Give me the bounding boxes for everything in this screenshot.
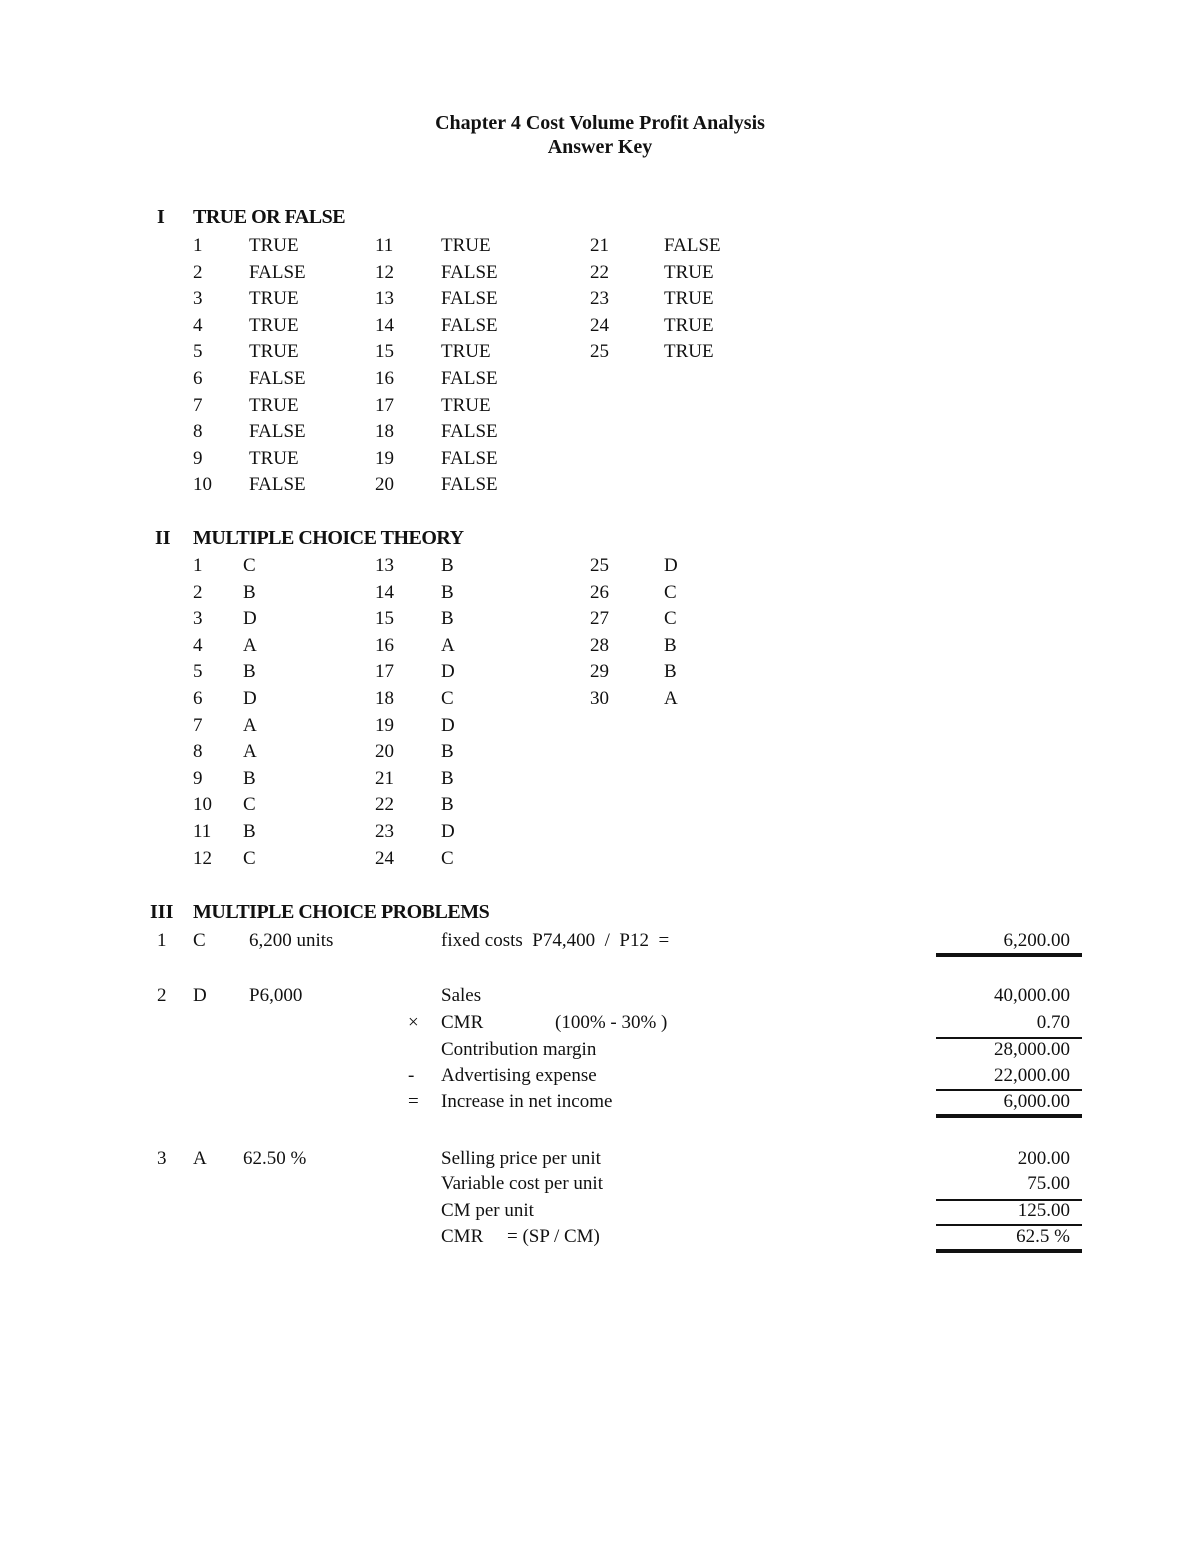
item-number: 15: [375, 341, 394, 363]
line-amount: 22,000.00: [994, 1065, 1070, 1086]
item-answer: FALSE: [441, 314, 498, 336]
item-answer: TRUE: [664, 261, 714, 283]
item-answer: TRUE: [249, 394, 299, 416]
item-answer: B: [664, 661, 677, 683]
item-number: 9: [193, 447, 203, 469]
item-number: 16: [375, 634, 394, 656]
item-answer: B: [441, 581, 454, 603]
problem-number: 2: [157, 985, 167, 1006]
item-number: 20: [375, 741, 394, 763]
item-number: 23: [375, 821, 394, 842]
item-number: 22: [375, 794, 394, 816]
item-answer: A: [664, 688, 678, 709]
item-number: 10: [193, 474, 212, 496]
item-number: 3: [193, 288, 203, 310]
line-note: (100% - 30% ): [555, 1012, 668, 1033]
item-answer: TRUE: [441, 394, 491, 416]
problem-answer: D: [193, 985, 207, 1006]
item-answer: FALSE: [249, 368, 306, 389]
problem-value: P6,000: [249, 985, 303, 1006]
item-number: 4: [193, 634, 203, 656]
item-number: 14: [375, 581, 394, 603]
item-answer: B: [243, 821, 256, 842]
item-answer: FALSE: [441, 474, 498, 496]
item-number: 17: [375, 394, 394, 416]
line-label: CMR = (SP / CM): [441, 1226, 600, 1247]
problem-formula: fixed costs P74,400 / P12 =: [441, 930, 670, 951]
item-number: 5: [193, 661, 203, 683]
item-number: 29: [590, 661, 609, 683]
item-answer: TRUE: [664, 341, 714, 363]
item-number: 13: [375, 555, 394, 576]
problem-answer: A: [193, 1148, 207, 1169]
item-answer: FALSE: [249, 474, 306, 496]
item-number: 12: [375, 261, 394, 283]
item-number: 24: [590, 314, 609, 336]
item-number: 7: [193, 394, 203, 416]
item-answer: A: [243, 741, 257, 763]
item-answer: C: [243, 555, 256, 576]
item-answer: A: [243, 714, 257, 736]
line-label: Increase in net income: [441, 1091, 613, 1112]
item-answer: FALSE: [249, 261, 306, 283]
item-answer: FALSE: [664, 235, 721, 256]
section-i-title: TRUE OR FALSE: [193, 206, 346, 228]
item-answer: D: [441, 661, 455, 683]
item-number: 25: [590, 341, 609, 363]
item-number: 23: [590, 288, 609, 310]
item-answer: TRUE: [664, 314, 714, 336]
problem-answer: C: [193, 930, 206, 951]
item-answer: C: [664, 581, 677, 603]
item-answer: C: [664, 608, 677, 630]
item-answer: TRUE: [249, 314, 299, 336]
item-number: 2: [193, 261, 203, 283]
item-answer: B: [243, 661, 256, 683]
line-amount: 200.00: [1017, 1148, 1070, 1169]
item-answer: B: [441, 741, 454, 763]
item-answer: FALSE: [249, 421, 306, 443]
item-number: 2: [193, 581, 203, 603]
double-underline: [936, 1249, 1082, 1253]
item-answer: B: [243, 767, 256, 789]
item-number: 1: [193, 555, 203, 576]
item-answer: C: [441, 847, 454, 869]
item-number: 11: [375, 235, 394, 256]
item-number: 19: [375, 714, 394, 736]
item-number: 11: [193, 821, 212, 842]
line-label: Selling price per unit: [441, 1148, 601, 1169]
line-amount: 28,000.00: [994, 1039, 1070, 1060]
item-answer: TRUE: [249, 235, 299, 256]
line-label: CM per unit: [441, 1200, 534, 1221]
item-answer: A: [243, 634, 257, 656]
item-answer: TRUE: [249, 341, 299, 363]
item-answer: D: [441, 714, 455, 736]
item-number: 3: [193, 608, 203, 630]
item-answer: B: [441, 767, 454, 789]
item-answer: FALSE: [441, 261, 498, 283]
line-label: CMR: [441, 1012, 484, 1033]
item-answer: D: [243, 688, 257, 709]
item-number: 21: [590, 235, 609, 256]
item-number: 1: [193, 235, 203, 256]
item-number: 13: [375, 288, 394, 310]
item-number: 18: [375, 688, 394, 709]
item-number: 4: [193, 314, 203, 336]
operator-symbol: =: [408, 1091, 419, 1112]
item-answer: B: [441, 794, 454, 816]
item-number: 12: [193, 847, 212, 869]
item-number: 7: [193, 714, 203, 736]
item-number: 6: [193, 688, 203, 709]
line-amount: 6,000.00: [1003, 1091, 1070, 1112]
item-answer: C: [441, 688, 454, 709]
problem-value: 6,200 units: [249, 930, 334, 951]
item-number: 8: [193, 741, 203, 763]
line-amount: 0.70: [1036, 1012, 1070, 1033]
item-number: 28: [590, 634, 609, 656]
item-number: 22: [590, 261, 609, 283]
item-answer: B: [441, 555, 454, 576]
item-number: 8: [193, 421, 203, 443]
item-answer: D: [441, 821, 455, 842]
page-title: Chapter 4 Cost Volume Profit Analysis: [435, 112, 765, 134]
item-answer: TRUE: [441, 341, 491, 363]
item-number: 18: [375, 421, 394, 443]
problem-result: 6,200.00: [1003, 930, 1070, 951]
item-answer: FALSE: [441, 368, 498, 389]
item-answer: B: [243, 581, 256, 603]
item-answer: FALSE: [441, 447, 498, 469]
line-amount: 125.00: [1017, 1200, 1070, 1221]
item-number: 21: [375, 767, 394, 789]
problem-number: 3: [157, 1148, 167, 1169]
item-answer: D: [664, 555, 678, 576]
item-number: 15: [375, 608, 394, 630]
item-number: 5: [193, 341, 203, 363]
double-underline: [936, 1114, 1082, 1118]
item-answer: D: [243, 608, 257, 630]
section-iii-number: III: [150, 901, 174, 923]
item-number: 30: [590, 688, 609, 709]
problem-value: 62.50 %: [243, 1148, 307, 1169]
item-number: 25: [590, 555, 609, 576]
item-number: 27: [590, 608, 609, 630]
line-amount: 75.00: [1027, 1173, 1070, 1194]
item-answer: FALSE: [441, 288, 498, 310]
page-subtitle: Answer Key: [547, 136, 653, 158]
item-answer: A: [441, 634, 455, 656]
section-ii-title: MULTIPLE CHOICE THEORY: [193, 527, 464, 549]
item-number: 19: [375, 447, 394, 469]
item-answer: FALSE: [441, 421, 498, 443]
item-answer: TRUE: [664, 288, 714, 310]
line-label: Advertising expense: [441, 1065, 597, 1086]
item-number: 6: [193, 368, 203, 389]
item-answer: C: [243, 847, 256, 869]
item-answer: B: [441, 608, 454, 630]
item-answer: B: [664, 634, 677, 656]
item-number: 26: [590, 581, 609, 603]
line-label: Sales: [441, 985, 482, 1006]
item-number: 9: [193, 767, 203, 789]
operator-symbol: -: [408, 1065, 415, 1086]
item-answer: C: [243, 794, 256, 816]
item-number: 20: [375, 474, 394, 496]
line-amount: 62.5 %: [1016, 1226, 1070, 1247]
line-label: Variable cost per unit: [441, 1173, 603, 1194]
item-number: 10: [193, 794, 212, 816]
line-label: Contribution margin: [441, 1039, 597, 1060]
item-number: 16: [375, 368, 394, 389]
item-number: 14: [375, 314, 394, 336]
section-i-number: I: [157, 206, 165, 228]
item-number: 24: [375, 847, 394, 869]
operator-symbol: ×: [408, 1012, 419, 1033]
section-iii-title: MULTIPLE CHOICE PROBLEMS: [193, 901, 490, 923]
double-underline: [936, 953, 1082, 957]
item-answer: TRUE: [441, 235, 491, 256]
item-answer: TRUE: [249, 447, 299, 469]
item-answer: TRUE: [249, 288, 299, 310]
line-amount: 40,000.00: [994, 985, 1070, 1006]
problem-number: 1: [157, 930, 167, 951]
section-ii-number: II: [155, 527, 171, 549]
item-number: 17: [375, 661, 394, 683]
